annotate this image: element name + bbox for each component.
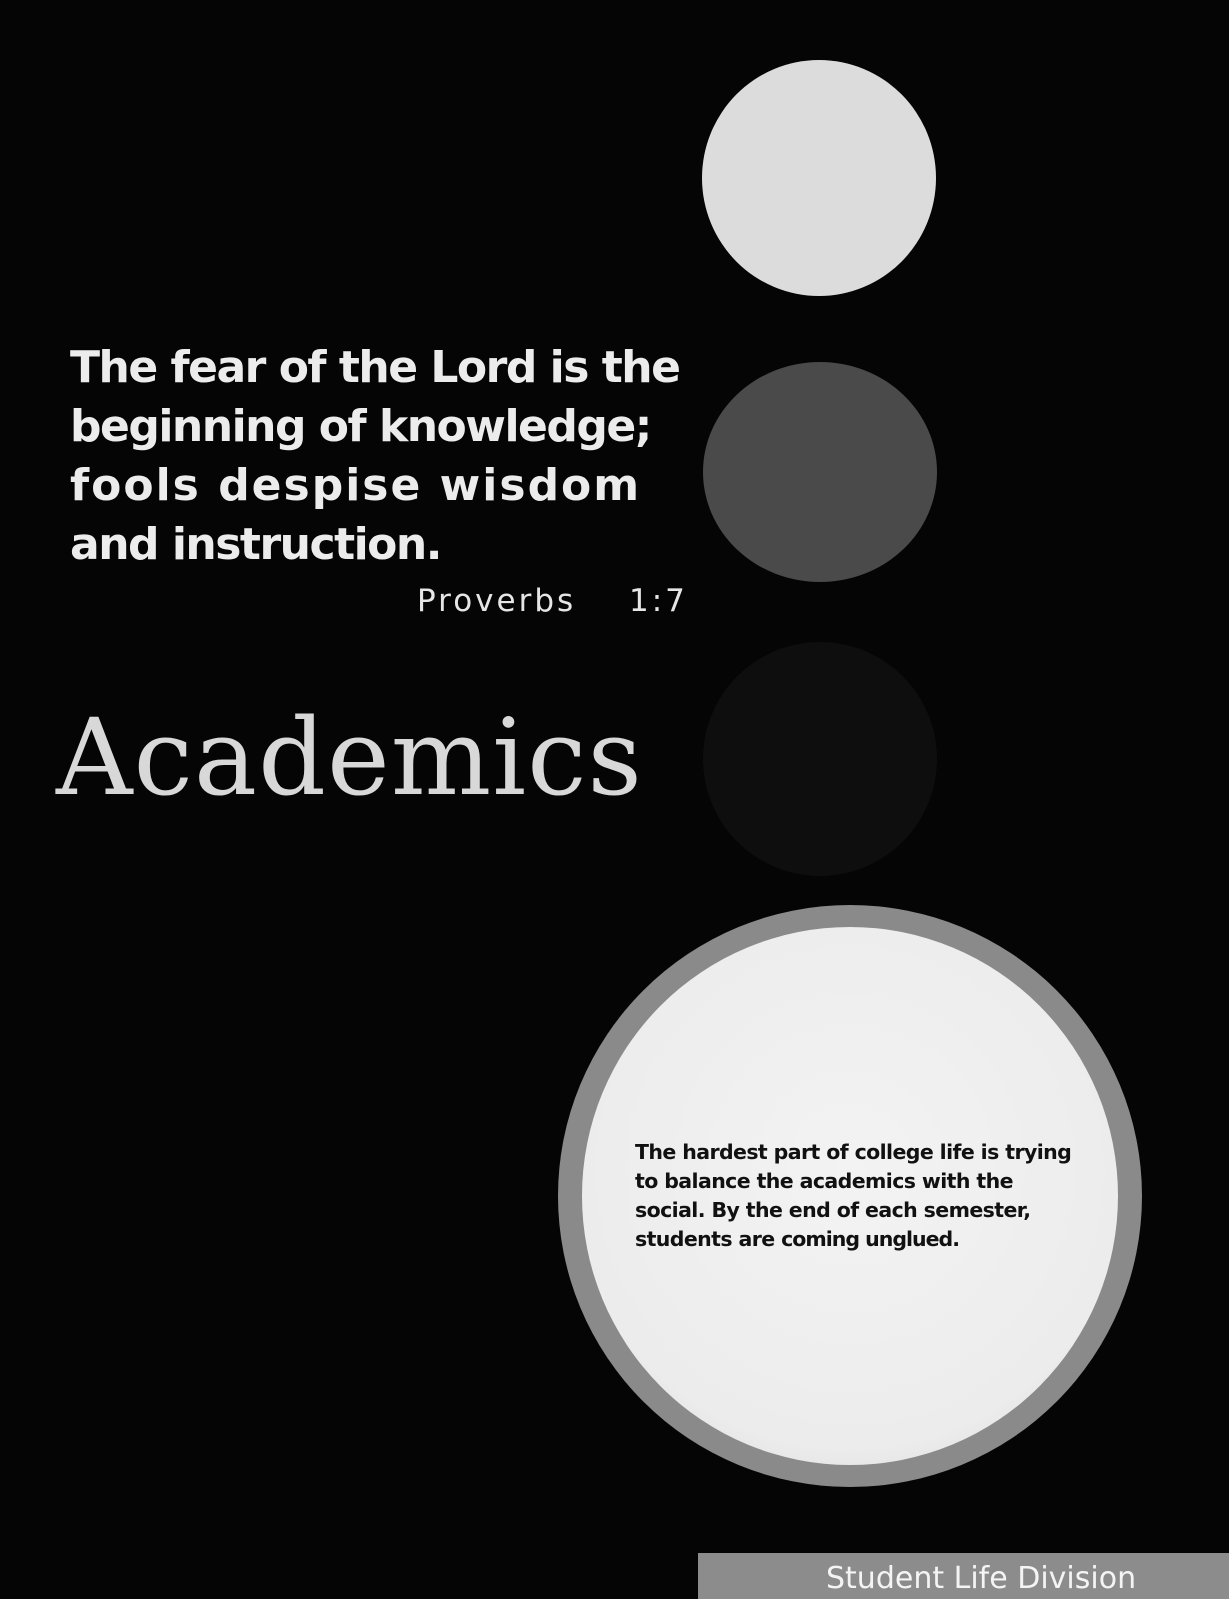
scripture-quote <box>70 338 680 574</box>
lens-caption-line <box>635 1225 1105 1254</box>
lens-caption-emphasis: coming unglued. <box>781 1227 959 1251</box>
lens-caption <box>635 1138 1105 1254</box>
decorative-circle-light <box>702 60 936 296</box>
lens-caption-line: social. By the end of each semester, <box>635 1198 1031 1222</box>
citation-book: Proverbs <box>417 583 577 619</box>
quote-line: beginning of knowledge; <box>70 401 651 452</box>
section-title: Academics <box>56 696 643 819</box>
lens-caption-line: The hardest part of college life is trying <box>635 1140 1072 1164</box>
citation-verse: 1:7 <box>629 583 688 619</box>
lens-caption-lead: students are <box>635 1227 775 1251</box>
quote-line: fools despise wisdom <box>70 460 642 511</box>
quote-line: The fear of the Lord is the <box>70 342 680 393</box>
lens-caption-line: to balance the academics with the <box>635 1169 1013 1193</box>
footer-label: Student Life Division <box>826 1561 1137 1596</box>
decorative-circle-dark <box>703 642 937 876</box>
quote-line: and instruction. <box>70 519 441 570</box>
decorative-circle-mid <box>703 362 937 582</box>
